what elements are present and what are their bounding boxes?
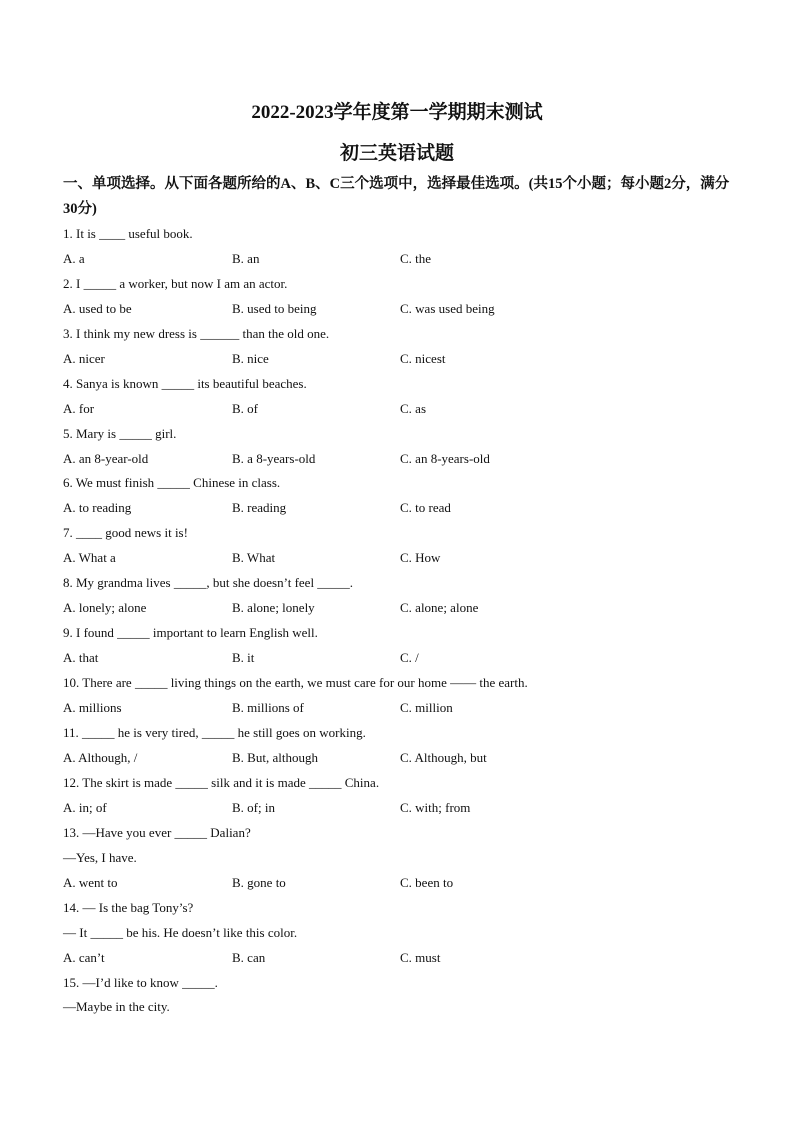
question-stem: 6. We must finish _____ Chinese in class. xyxy=(63,475,281,490)
option-c: C. / xyxy=(400,650,419,665)
option-a: A. went to xyxy=(63,875,118,890)
option-a: A. that xyxy=(63,650,99,665)
option-b: B. reading xyxy=(232,500,287,515)
option-a: A. an 8-year-old xyxy=(63,451,149,466)
option-c: C. Although, but xyxy=(400,750,487,765)
question-stem: 5. Mary is _____ girl. xyxy=(63,426,177,441)
option-a: A. millions xyxy=(63,700,122,715)
question-stem: 14. — Is the bag Tony’s? xyxy=(63,900,194,915)
option-c: C. nicest xyxy=(400,351,446,366)
question-stem: 12. The skirt is made _____ silk and it is made _____ China. xyxy=(63,775,380,790)
question-dialogue-line: — It _____ be his. He doesn’t like this color. xyxy=(63,925,298,940)
question-stem: 1. It is ____ useful book. xyxy=(63,226,193,241)
question-stem: 4. Sanya is known _____ its beautiful beaches. xyxy=(63,376,307,391)
question-stem: 7. ____ good news it is! xyxy=(63,525,188,540)
option-a: A. a xyxy=(63,251,85,266)
option-c: C. been to xyxy=(400,875,454,890)
option-a: A. What a xyxy=(63,550,116,565)
option-a: A. used to be xyxy=(63,301,132,316)
option-c: C. to read xyxy=(400,500,451,515)
option-b: B. it xyxy=(232,650,255,665)
option-c: C. must xyxy=(400,950,441,965)
option-a: A. can’t xyxy=(63,950,105,965)
page-title: 2022-2023学年度第一学期期末测试 xyxy=(251,102,543,123)
option-a: A. lonely; alone xyxy=(63,600,147,615)
page-subtitle: 初三英语试题 xyxy=(339,143,454,164)
option-b: B. an xyxy=(232,251,260,266)
option-c: C. million xyxy=(400,700,453,715)
option-b: B. used to being xyxy=(232,301,317,316)
section-heading: 一、单项选择。从下面各题所给的A、B、C三个选项中，选择最佳选项。(共15个小题；每小题2分，满分30分) xyxy=(63,176,730,217)
option-a: A. Although, / xyxy=(63,750,138,765)
option-b: B. can xyxy=(232,950,266,965)
option-b: B. of; in xyxy=(232,800,275,815)
option-a: A. in; of xyxy=(63,800,107,815)
option-a: A. for xyxy=(63,401,95,416)
option-a: A. to reading xyxy=(63,500,132,515)
question-dialogue-line: —Maybe in the city. xyxy=(63,999,170,1014)
option-c: C. was used being xyxy=(400,301,495,316)
question-dialogue-line: —Yes, I have. xyxy=(63,850,137,865)
option-b: B. nice xyxy=(232,351,269,366)
option-b: B. What xyxy=(232,550,276,565)
option-b: B. But, although xyxy=(232,750,318,765)
question-stem: 15. —I’d like to know _____. xyxy=(63,975,218,990)
option-b: B. a 8-years-old xyxy=(232,451,316,466)
option-a: A. nicer xyxy=(63,351,105,366)
option-b: B. gone to xyxy=(232,875,286,890)
question-stem: 2. I _____ a worker, but now I am an actor. xyxy=(63,276,288,291)
option-b: B. alone; lonely xyxy=(232,600,315,615)
option-c: C. How xyxy=(400,550,441,565)
option-c: C. as xyxy=(400,401,426,416)
question-stem: 9. I found _____ important to learn English well. xyxy=(63,625,318,640)
question-stem: 13. —Have you ever _____ Dalian? xyxy=(63,825,251,840)
option-b: B. of xyxy=(232,401,258,416)
question-stem: 3. I think my new dress is ______ than the old one. xyxy=(63,326,330,341)
question-stem: 8. My grandma lives _____, but she doesn’t feel _____. xyxy=(63,575,354,590)
option-b: B. millions of xyxy=(232,700,304,715)
question-stem: 10. There are _____ living things on the earth, we must care for our home —— the earth. xyxy=(63,675,528,690)
option-c: C. alone; alone xyxy=(400,600,479,615)
option-c: C. the xyxy=(400,251,432,266)
option-c: C. an 8-years-old xyxy=(400,451,490,466)
question-stem: 11. _____ he is very tired, _____ he still goes on working. xyxy=(63,725,366,740)
option-c: C. with; from xyxy=(400,800,471,815)
